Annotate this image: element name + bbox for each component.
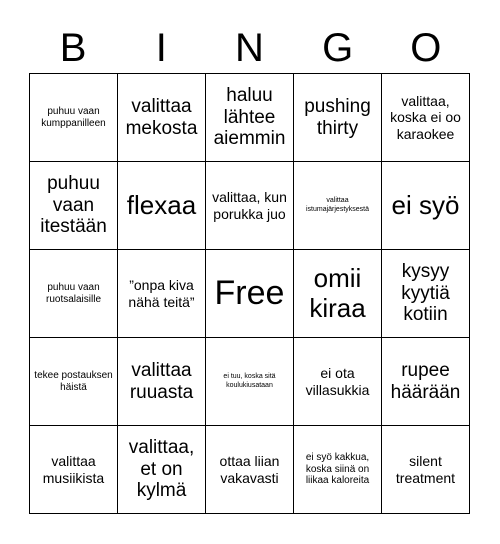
bingo-cell[interactable]: valittaa ruuasta xyxy=(118,338,206,426)
bingo-cell[interactable]: valittaa istumajärjestyksestä xyxy=(294,162,382,250)
bingo-cell[interactable]: kysyy kyytiä kotiin xyxy=(382,250,470,338)
bingo-cell[interactable]: valittaa musiikista xyxy=(30,426,118,514)
header-letter-i: I xyxy=(155,26,167,70)
free-space-cell[interactable]: Free xyxy=(206,250,294,338)
bingo-cell[interactable]: valittaa, kun porukka juo xyxy=(206,162,294,250)
header-letter-b: B xyxy=(59,26,87,70)
header-letter-n: N xyxy=(235,26,264,70)
bingo-cell[interactable]: ei ota villasukkia xyxy=(294,338,382,426)
header-letter-o: O xyxy=(410,26,442,70)
bingo-cell[interactable]: rupee häärään xyxy=(382,338,470,426)
bingo-cell[interactable]: haluu lähtee aiemmin xyxy=(206,74,294,162)
bingo-header xyxy=(29,20,470,76)
bingo-cell[interactable]: pushing thirty xyxy=(294,74,382,162)
bingo-cell[interactable]: silent treatment xyxy=(382,426,470,514)
bingo-cell[interactable]: ottaa liian vakavasti xyxy=(206,426,294,514)
bingo-cell[interactable]: omii kiraa xyxy=(294,250,382,338)
bingo-cell[interactable]: puhuu vaan kumppanilleen xyxy=(30,74,118,162)
bingo-cell[interactable]: flexaa xyxy=(118,162,206,250)
bingo-cell[interactable]: tekee postauksen häistä xyxy=(30,338,118,426)
bingo-cell[interactable]: ei tuu, koska sitä koulukiusataan xyxy=(206,338,294,426)
bingo-grid xyxy=(29,73,470,514)
bingo-cell[interactable]: puhuu vaan itestään xyxy=(30,162,118,250)
bingo-cell[interactable]: ”onpa kiva nähä teitä” xyxy=(118,250,206,338)
header-letter-g: G xyxy=(322,26,354,70)
bingo-cell[interactable]: valittaa, koska ei oo karaokee xyxy=(382,74,470,162)
bingo-cell[interactable]: ei syö kakkua, koska siinä on liikaa kaloreita xyxy=(294,426,382,514)
bingo-cell[interactable]: valittaa mekosta xyxy=(118,74,206,162)
bingo-cell[interactable]: valittaa, et on kylmä xyxy=(118,426,206,514)
bingo-cell[interactable]: puhuu vaan ruotsalaisille xyxy=(30,250,118,338)
bingo-cell[interactable]: ei syö xyxy=(382,162,470,250)
